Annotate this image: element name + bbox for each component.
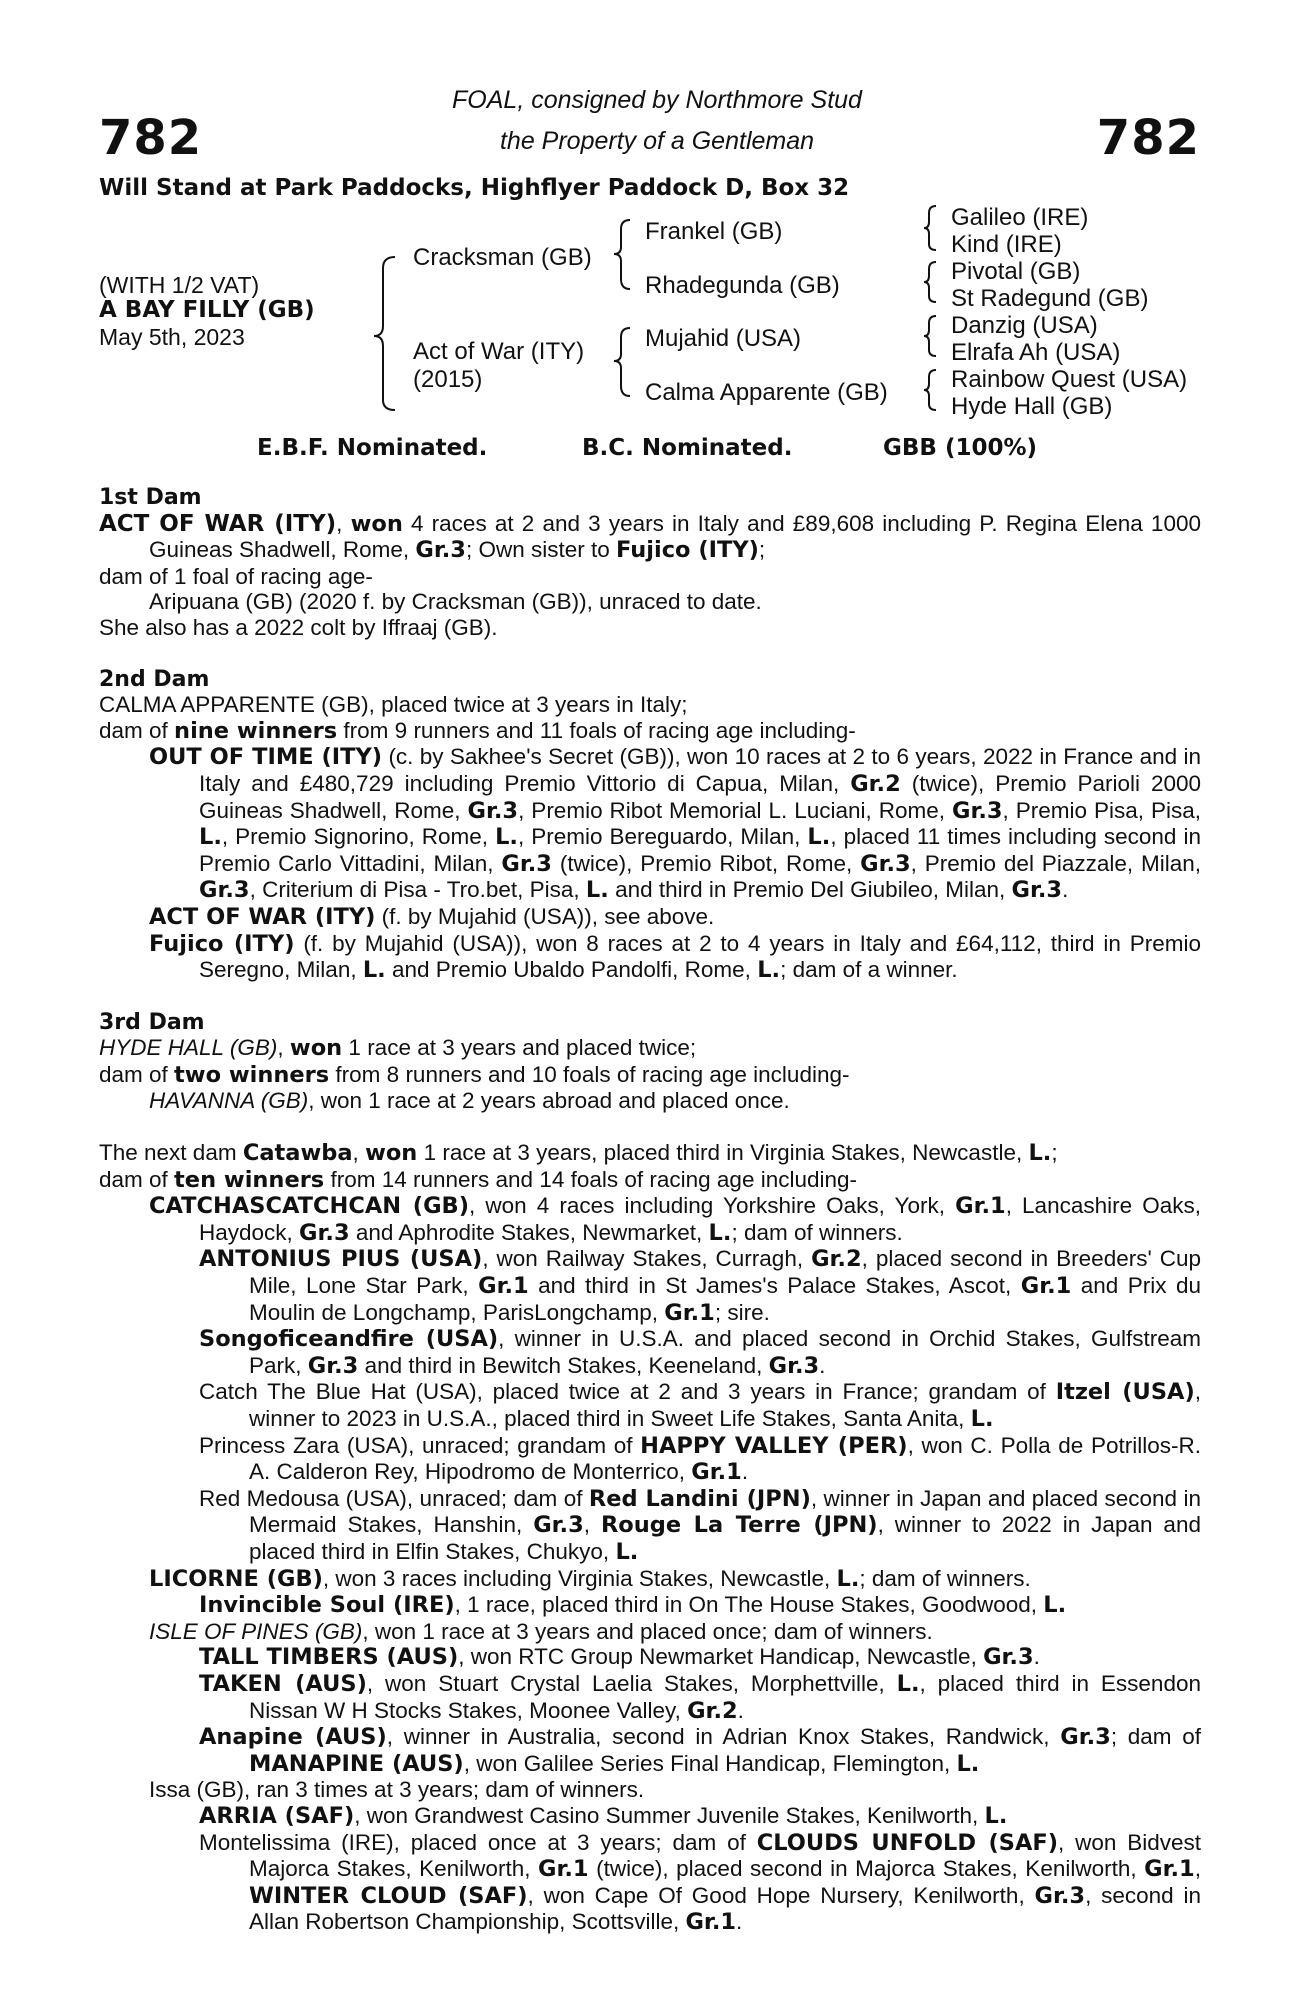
gbb-status: GBB (100%) — [883, 435, 1038, 461]
progeny-taken: TAKEN (AUS), won Stuart Crystal Laelia Stakes, Morphettville, L., placed third in Essendon Nissan W H Stocks Stakes, Moonee Valley, Gr.2. — [199, 1670, 1201, 1724]
bc-nomination: B.C. Nominated. — [582, 435, 793, 461]
first-dam-progeny: Aripuana (GB) (2020 f. by Cracksman (GB)), unraced to date. — [149, 589, 762, 615]
progeny-fujico: Fujico (ITY) (f. by Mujahid (USA)), won 8 races at 2 to 4 years in Italy and £64,112, third in Premio Seregno, Milan, L. and Premio Ubaldo Pandolfi, Rome, L.; dam of a winner. — [149, 930, 1201, 984]
progeny-tall-timbers: TALL TIMBERS (AUS), won RTC Group Newmarket Handicap, Newcastle, Gr.3. — [199, 1644, 1040, 1671]
progeny-catchascatchcan: CATCHASCATCHCAN (GB), won 4 races including Yorkshire Oaks, York, Gr.1, Lancashire Oaks, Haydock, Gr.3 and Aphrodite Stakes, Newmarket, L.; dam of winners. — [149, 1193, 1201, 1246]
first-dam-entry: ACT OF WAR (ITY), won 4 races at 2 and 3 years in Italy and £89,608 including P. Regina Elena 1000 Guineas Shadwell, Rome, Gr.3; Own sister to Fujico (ITY); — [99, 510, 1201, 564]
dam-dam: Calma Apparente (GB) — [645, 379, 888, 406]
catalogue-body — [99, 485, 1201, 1936]
vendor-line: the Property of a Gentleman — [499, 127, 815, 155]
ebf-nomination: E.B.F. Nominated. — [257, 435, 488, 461]
lot-number-right: 782 — [1096, 110, 1200, 166]
second-dam-entry: CALMA APPARENTE (GB), placed twice at 3 years in Italy; — [99, 692, 688, 718]
sire-dam: Rhadegunda (GB) — [645, 272, 840, 299]
dam-name: Act of War (ITY) — [413, 338, 585, 365]
first-dam-note: She also has a 2022 colt by Iffraaj (GB). — [99, 614, 498, 640]
third-dam-produce: dam of two winners from 8 runners and 10 foals of racing age including- — [99, 1061, 850, 1088]
sire-name: Cracksman (GB) — [413, 244, 592, 271]
first-dam-foals: dam of 1 foal of racing age- — [99, 563, 373, 589]
progeny-antonius-pius: ANTONIUS PIUS (USA), won Railway Stakes, Curragh, Gr.2, placed second in Breeders' Cup Mile, Lone Star Park, Gr.1 and third in St James's Palace Stakes, Ascot, Gr.1 and Prix du Moulin de Longchamp, ParisLongchamp, Gr.1; sire. — [199, 1246, 1202, 1326]
progeny-red-medousa: Red Medousa (USA), unraced; dam of Red Landini (JPN), winner in Japan and placed second in Mermaid Stakes, Hanshin, Gr.3, Rouge La Terre (JPN), winner to 2022 in Japan and placed third in Elfin Stakes, Chukyo, L. — [199, 1485, 1201, 1565]
progeny-havanna: HAVANNA (GB), won 1 race at 2 years abroad and placed once. — [149, 1088, 790, 1114]
progeny-arria: ARRIA (SAF), won Grandwest Casino Summer Juvenile Stakes, Kenilworth, L. — [199, 1802, 1008, 1829]
progeny-invincible-soul: Invincible Soul (IRE), 1 race, placed third in On The House Stakes, Goodwood, L. — [199, 1592, 1067, 1619]
first-dam-heading: 1st Dam — [99, 485, 202, 510]
lot-number-left: 782 — [99, 110, 203, 166]
dam-year: (2015) — [413, 366, 483, 393]
progeny-montelissima: Montelissima (IRE), placed once at 3 years; dam of CLOUDS UNFOLD (SAF), won Bidvest Majorca Stakes, Kenilworth, Gr.1 (twice), placed second in Majorca Stakes, Kenilworth, Gr.1, WINTER CLOUD (SAF), won Cape Of Good Hope Nursery, Kenilworth, Gr.3, second in Allan Robertson Championship, Scottsville, Gr.1. — [199, 1829, 1201, 1936]
dam-sire: Mujahid (USA) — [645, 325, 802, 352]
progeny-issa: Issa (GB), ran 3 times at 3 years; dam of winners. — [149, 1777, 645, 1803]
consignor-line: FOAL, consigned by Northmore Stud — [452, 86, 862, 114]
next-dam-entry: The next dam Catawba, won 1 race at 3 years, placed third in Virginia Stakes, Newcastle, L.; — [99, 1140, 1058, 1167]
sire-sire: Frankel (GB) — [645, 218, 783, 245]
stand-location: Will Stand at Park Paddocks, Highflyer Paddock D, Box 32 — [99, 175, 850, 201]
progeny-catch-the-blue-hat: Catch The Blue Hat (USA), placed twice at 2 and 3 years in France; grandam of Itzel (USA), winner to 2023 in U.S.A., placed third in Sweet Life Stakes, Santa Anita, L. — [199, 1379, 1201, 1432]
third-dam-entry: HYDE HALL (GB), won 1 race at 3 years and placed twice; — [99, 1035, 697, 1062]
progeny-licorne: LICORNE (GB), won 3 races including Virginia Stakes, Newcastle, L.; dam of winners. — [149, 1565, 1031, 1592]
ancestor-3: Pivotal (GB) — [951, 258, 1081, 285]
progeny-isle-of-pines: ISLE OF PINES (GB), won 1 race at 3 years and placed once; dam of winners. — [149, 1618, 933, 1644]
third-dam-heading: 3rd Dam — [99, 1009, 205, 1035]
ancestor-1: Galileo (IRE) — [951, 204, 1089, 231]
second-dam-produce: dam of nine winners from 9 runners and 11 foals of racing age including- — [99, 717, 856, 744]
vat-note: (WITH 1/2 VAT) — [99, 272, 260, 298]
foaling-date: May 5th, 2023 — [99, 324, 245, 350]
ancestor-2: Kind (IRE) — [951, 231, 1062, 258]
ancestor-7: Rainbow Quest (USA) — [951, 366, 1188, 393]
ancestor-5: Danzig (USA) — [951, 312, 1098, 339]
ancestor-8: Hyde Hall (GB) — [951, 393, 1113, 420]
progeny-songoficeandfire: Songoficeandfire (USA), winner in U.S.A. and placed second in Orchid Stakes, Gulfstream Park, Gr.3 and third in Bewitch Stakes, Keeneland, Gr.3. — [199, 1326, 1201, 1379]
next-dam-produce: dam of ten winners from 14 runners and 14 foals of racing age including- — [99, 1166, 858, 1193]
progeny-princess-zara: Princess Zara (USA), unraced; grandam of HAPPY VALLEY (PER), won C. Polla de Potrillos-R. A. Calderon Rey, Hipodromo de Monterrico, Gr.1. — [199, 1432, 1201, 1486]
progeny-out-of-time: OUT OF TIME (ITY) (c. by Sakhee's Secret (GB)), won 10 races at 2 to 6 years, 2022 in France and in Italy and £480,729 including Premio Vittorio di Capua, Milan, Gr.2 (twice), Premio Parioli 2000 Guineas Shadwell, Rome, Gr.3, Premio Ribot Memorial L. Luciani, Rome, Gr.3, Premio Pisa, Pisa, L., Premio Signorino, Rome, L., Premio Bereguardo, Milan, L., placed 11 times including second in Premio Carlo Vittadini, Milan, Gr.3 (twice), Premio Ribot, Rome, Gr.3, Premio del Piazzale, Milan, Gr.3, Criterium di Pisa - Tro.bet, Pisa, L. and third in Premio Del Giubileo, Milan, Gr.3. — [149, 744, 1201, 904]
ancestor-4: St Radegund (GB) — [951, 285, 1149, 312]
horse-name: A BAY FILLY (GB) — [99, 297, 315, 323]
second-dam-heading: 2nd Dam — [99, 666, 210, 692]
ancestor-6: Elrafa Ah (USA) — [951, 339, 1121, 366]
progeny-act-of-war: ACT OF WAR (ITY) (f. by Mujahid (USA)), see above. — [149, 903, 715, 930]
progeny-anapine: Anapine (AUS), winner in Australia, second in Adrian Knox Stakes, Randwick, Gr.3; dam of MANAPINE (AUS), won Galilee Series Final Handicap, Flemington, L. — [199, 1724, 1202, 1777]
